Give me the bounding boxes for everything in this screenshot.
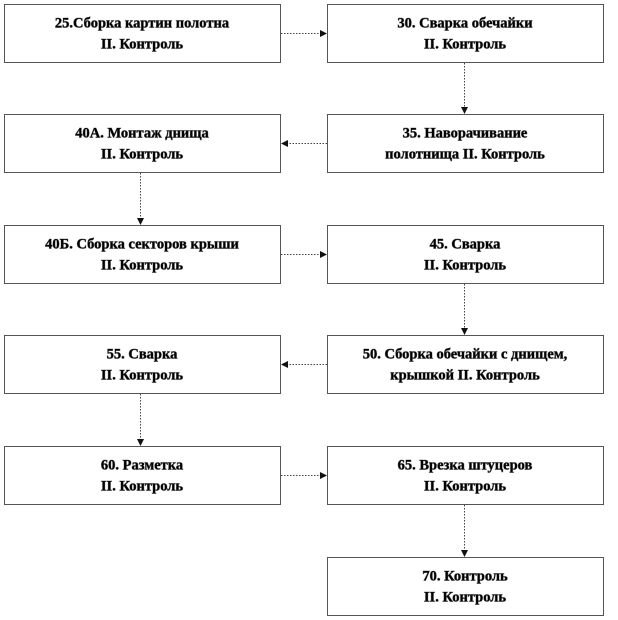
node-op-35 <box>328 115 604 173</box>
node-op-40b <box>5 226 281 284</box>
node-op-45 <box>328 226 604 284</box>
node-label-line: II. Контроль <box>423 257 507 274</box>
node-label-line: 30. Сварка обечайки <box>397 15 533 32</box>
node-box <box>5 447 281 505</box>
flow-arrow <box>461 63 468 114</box>
node-label-line: 40А. Монтаж днища <box>75 125 209 142</box>
flow-arrow <box>281 472 327 479</box>
node-box <box>328 336 604 394</box>
node-box <box>328 558 604 616</box>
node-op-25 <box>5 5 281 63</box>
node-label-line: 65. Врезка штуцеров <box>397 457 533 474</box>
node-label-line: 45. Сварка <box>429 236 501 253</box>
node-label-line: II. Контроль <box>100 257 184 274</box>
arrow-head <box>281 361 288 368</box>
flow-arrow <box>461 505 468 557</box>
arrow-head <box>137 439 144 446</box>
arrow-head <box>461 107 468 114</box>
node-label-line: полотнища II. Контроль <box>385 146 545 163</box>
node-label-line: II. Контроль <box>423 478 507 495</box>
node-op-65 <box>328 447 604 505</box>
node-label-line: крышкой II. Контроль <box>390 367 540 384</box>
arrow-head <box>461 328 468 335</box>
flow-arrow <box>281 140 327 147</box>
node-box <box>328 226 604 284</box>
node-box <box>5 115 281 173</box>
node-op-70 <box>328 558 604 616</box>
nodes-layer <box>5 5 604 616</box>
node-label-line: II. Контроль <box>100 478 184 495</box>
node-label-line: 50. Сборка обечайки с днищем, <box>362 346 568 363</box>
node-box <box>5 226 281 284</box>
flow-arrow <box>137 394 144 446</box>
node-box <box>5 5 281 63</box>
node-box <box>328 5 604 63</box>
node-op-40a <box>5 115 281 173</box>
node-op-30 <box>328 5 604 63</box>
node-label-line: 70. Контроль <box>422 568 508 585</box>
node-box <box>328 447 604 505</box>
node-box <box>5 336 281 394</box>
arrow-head <box>281 140 288 147</box>
node-label-line: II. Контроль <box>423 36 507 53</box>
node-label-line: II. Контроль <box>423 589 507 606</box>
node-label-line: II. Контроль <box>100 36 184 53</box>
node-label-line: 25.Сборка картин полотна <box>54 15 230 32</box>
flow-arrow <box>281 361 327 368</box>
node-label-line: 40Б. Сборка секторов крыши <box>45 236 239 253</box>
arrow-head <box>461 550 468 557</box>
flow-arrow <box>281 30 327 37</box>
node-op-55 <box>5 336 281 394</box>
node-op-50 <box>328 336 604 394</box>
node-op-60 <box>5 447 281 505</box>
flow-arrow <box>137 173 144 225</box>
node-label-line: 35. Наворачивание <box>402 125 528 142</box>
flow-arrow <box>461 284 468 335</box>
arrow-head <box>137 218 144 225</box>
flow-arrow <box>281 251 327 258</box>
node-label-line: II. Контроль <box>100 146 184 163</box>
arrow-head <box>320 251 327 258</box>
node-label-line: II. Контроль <box>100 367 184 384</box>
node-label-line: 55. Сварка <box>106 346 178 363</box>
node-label-line: 60. Разметка <box>100 457 184 474</box>
node-box <box>328 115 604 173</box>
arrow-head <box>320 30 327 37</box>
arrow-head <box>320 472 327 479</box>
